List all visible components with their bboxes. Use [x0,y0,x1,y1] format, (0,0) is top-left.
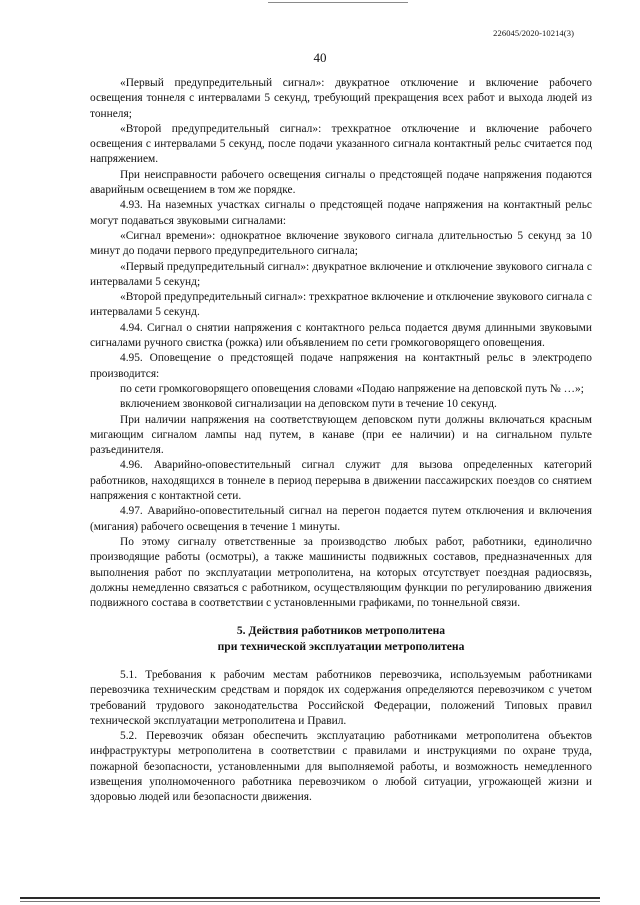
paragraph: «Второй предупредительный сигнал»: трехкратное отключение и включение рабочего освещения с интервалами 5 секунд, после подачи указанного сигнала контактный рельс считается под напряжением. [90,122,592,166]
paragraph: По этому сигналу ответственные за производство любых работ, работники, единолично производящие работы (осмотры), а также машинисты подвижных составов, предназначенных для выполнения работ по эксплуатации метрополитена, на которых отсутствует поездная радиосвязь, должны немедленно связаться с работником, осуществляющим функции по регулированию движения подвижного состава в соответствии с установленными графиками, по тоннельной связи. [90,535,592,610]
document-number: 226045/2020-10214(3) [493,28,574,38]
paragraph: «Второй предупредительный сигнал»: трехкратное включение и отключение звукового сигнала с интервалами 5 секунд. [90,291,592,319]
paragraph: включением звонковой сигнализации на деповском пути в течение 10 секунд. [120,398,497,411]
paragraph: При неисправности рабочего освещения сигналы о предстоящей подаче напряжения подаются аварийным освещением в том же порядке. [90,168,592,197]
paragraph: «Первый предупредительный сигнал»: двукратное отключение и включение рабочего освещения тоннеля с интервалами 5 секунд, требующий прекращения всех работ и выхода людей из тоннеля; [90,77,592,120]
document-body [90,76,592,806]
paragraph: При наличии напряжения на соответствующем деповском пути должны включаться красным мигающим сигналом лампы над путем, в канаве (при ее наличии) и на сигнальном пульте разъединителя. [90,413,592,457]
top-scan-line [268,2,408,3]
section-heading-line: 5. Действия работников метрополитена [236,624,446,638]
section-heading-line: при технической эксплуатации метрополитена [217,639,465,653]
paragraph: 4.96. Аварийно-оповестительный сигнал служит для вызова определенных категорий работников, находящихся в тоннеле в период перерыва в движении пассажирских поездов со снятием напряжения с контактной сети. [90,459,592,503]
bottom-scan-line-thin [20,901,600,902]
paragraph: 4.97. Аварийно-оповестительный сигнал на перегон подается путем отключения и включения (мигания) рабочего освещения в течение 1 минуты. [90,505,592,533]
paragraph: 5.2. Перевозчик обязан обеспечить эксплуатацию работниками метрополитена объектов инфраструктуры метрополитена в соответствии с правилами и инструкциями по охране труда, пожарной безопасности, установленными для выполняемой работы, и возможность немедленного извещения уполномоченного работника перевозчиком о любой ситуации, угрожающей жизни и здоровью людей или безопасности движения. [90,730,592,804]
bottom-scan-line [20,897,600,899]
paragraph: 4.93. На наземных участках сигналы о предстоящей подаче напряжения на контактный рельс могут подаваться звуковыми сигналами: [90,199,592,227]
section-heading [90,623,592,654]
paragraph: 4.95. Оповещение о предстоящей подаче напряжения на контактный рельс в электродепо производится: [90,352,592,380]
paragraph: по сети громкоговорящего оповещения словами «Подаю напряжение на деповской путь № …»; [120,382,584,395]
paragraph: 4.94. Сигнал о снятии напряжения с контактного рельса подается двумя длинными звуковыми сигналами ручного свистка (рожка) или объявлением по сети громкоговорящего оповещения. [90,321,592,350]
paragraph: «Сигнал времени»: однократное включение звукового сигнала длительностью 5 секунд за 10 минут до подачи первого предупредительного сигнала; [90,229,592,258]
paragraph: «Первый предупредительный сигнал»: двукратное включение и отключение звукового сигнала с интервалами 5 секунд; [90,260,592,288]
paragraph: 5.1. Требования к рабочим местам работников перевозчика, используемым работниками перевозчика техническим средствам и порядок их содержания определяются перевозчиком с учетом требований трудового законодательства Российской Федерации, положений Типовых правил технической эксплуатации метрополитена и Правил. [90,668,592,727]
page-number: 40 [313,50,327,65]
